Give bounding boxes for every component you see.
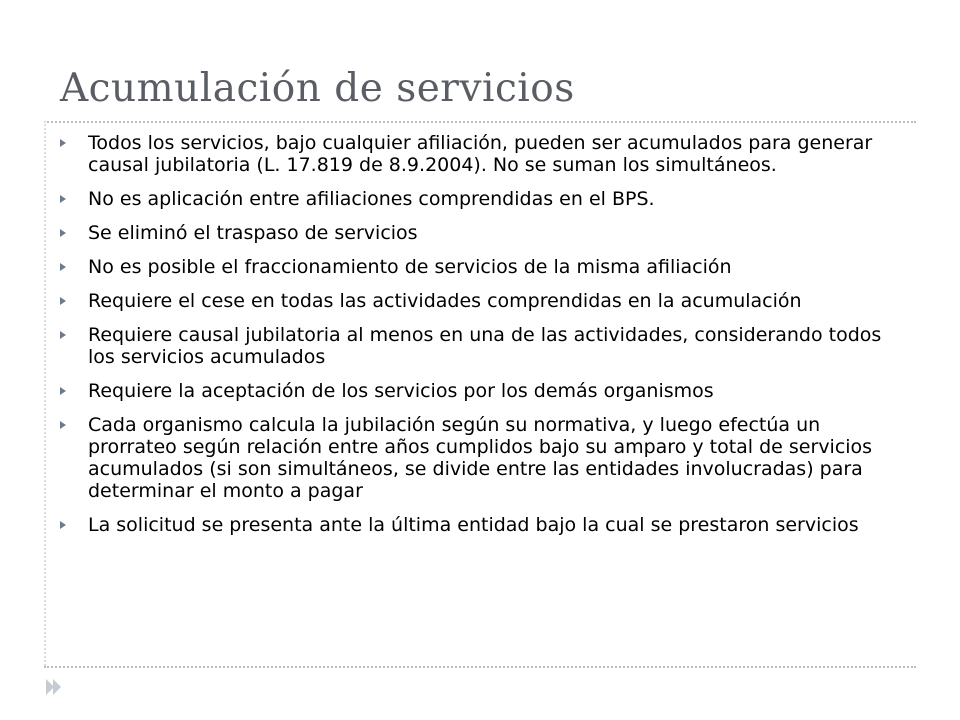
triangle-right-icon <box>60 195 66 203</box>
bullet-item <box>56 380 896 402</box>
double-chevron-right-icon <box>46 678 62 696</box>
slide-title: Acumulación de servicios <box>60 66 575 111</box>
bullet-item <box>56 132 896 176</box>
top-divider <box>44 121 916 123</box>
bullet-text: Cada organismo calcula la jubilación según su normativa, y luego efectúa un prorrateo según relación entre años cumplidos bajo su amparo y total de servicios acumulados (si son simultáneos, se divide entre las entidades involucradas) para determinar el monto a pagar <box>88 414 873 502</box>
triangle-right-icon <box>60 331 66 339</box>
bullet-item <box>56 290 896 312</box>
left-divider <box>44 121 46 666</box>
bullet-text: Requiere el cese en todas las actividades comprendidas en la acumulación <box>88 290 802 312</box>
triangle-right-icon <box>60 421 66 429</box>
triangle-right-icon <box>60 387 66 395</box>
bullet-text: Se eliminó el traspaso de servicios <box>88 222 418 244</box>
bullet-item <box>56 414 896 502</box>
bullet-item <box>56 514 896 536</box>
triangle-right-icon <box>60 139 66 147</box>
bullet-text: No es aplicación entre afiliaciones comprendidas en el BPS. <box>88 188 655 210</box>
triangle-right-icon <box>60 521 66 529</box>
triangle-right-icon <box>60 297 66 305</box>
bullet-item <box>56 222 896 244</box>
bullet-text: Requiere la aceptación de los servicios por los demás organismos <box>88 380 714 402</box>
bullet-item <box>56 188 896 210</box>
bottom-divider <box>44 666 916 668</box>
bullet-text: Todos los servicios, bajo cualquier afiliación, pueden ser acumulados para generar causal jubilatoria (L. 17.819 de 8.9.2004). No se suman los simultáneos. <box>88 132 873 176</box>
bullet-item <box>56 324 896 368</box>
bullet-text: No es posible el fraccionamiento de servicios de la misma afiliación <box>88 256 732 278</box>
bullet-item <box>56 256 896 278</box>
bullet-text: Requiere causal jubilatoria al menos en una de las actividades, considerando todos los servicios acumulados <box>88 324 882 368</box>
triangle-right-icon <box>60 263 66 271</box>
bullet-list <box>56 132 896 548</box>
triangle-right-icon <box>60 229 66 237</box>
bullet-text: La solicitud se presenta ante la última entidad bajo la cual se prestaron servicios <box>88 514 859 536</box>
